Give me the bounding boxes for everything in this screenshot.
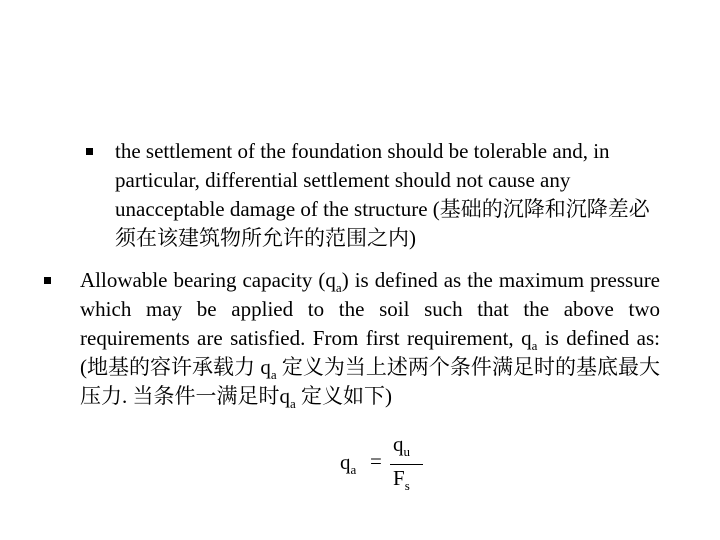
formula-num-var: q bbox=[393, 432, 404, 456]
formula-lhs bbox=[340, 450, 356, 475]
formula-numerator bbox=[393, 432, 410, 457]
formula-lhs-var: q bbox=[340, 450, 351, 474]
formula-num-sub: u bbox=[403, 444, 410, 459]
formula-lhs-sub: a bbox=[350, 462, 357, 477]
formula-den-var: F bbox=[393, 466, 405, 490]
subscript-a-1: a bbox=[335, 280, 342, 295]
capacity-text-5: 定义如下) bbox=[295, 384, 393, 408]
capacity-text-2: ) is defined as the maximum pressure which may be applied to the soil such that the above two requirements are satisfied. From first requirement, q bbox=[80, 268, 661, 350]
subscript-a-2: a bbox=[531, 338, 538, 353]
subscript-a-3: a bbox=[270, 367, 277, 382]
bullet-text-settlement bbox=[115, 137, 667, 253]
capacity-text-3: is defined as: (地基的容许承载力 q bbox=[80, 326, 661, 379]
bullet-square-level1 bbox=[44, 277, 51, 284]
bullet-text-allowable-capacity bbox=[80, 266, 660, 411]
formula-denominator bbox=[393, 466, 410, 491]
formula-equals: = bbox=[370, 449, 382, 473]
fraction-bar bbox=[390, 464, 423, 465]
capacity-text-4: 定义为当上述两个条件满足时的基底最大压力. 当条件一满足时q bbox=[80, 355, 660, 408]
formula-den-sub: s bbox=[404, 478, 410, 493]
bullet-square-level2 bbox=[86, 148, 93, 155]
formula-qa bbox=[340, 432, 430, 492]
subscript-a-4: a bbox=[290, 396, 296, 411]
settlement-text: the settlement of the foundation should be tolerable and, in particular, differential settlement should not cause any unacceptable damage of the structure (基础的沉降和沉降差必须在该建筑物所允许的范围之内) bbox=[115, 139, 650, 250]
capacity-text-1: Allowable bearing capacity (q bbox=[80, 268, 336, 292]
